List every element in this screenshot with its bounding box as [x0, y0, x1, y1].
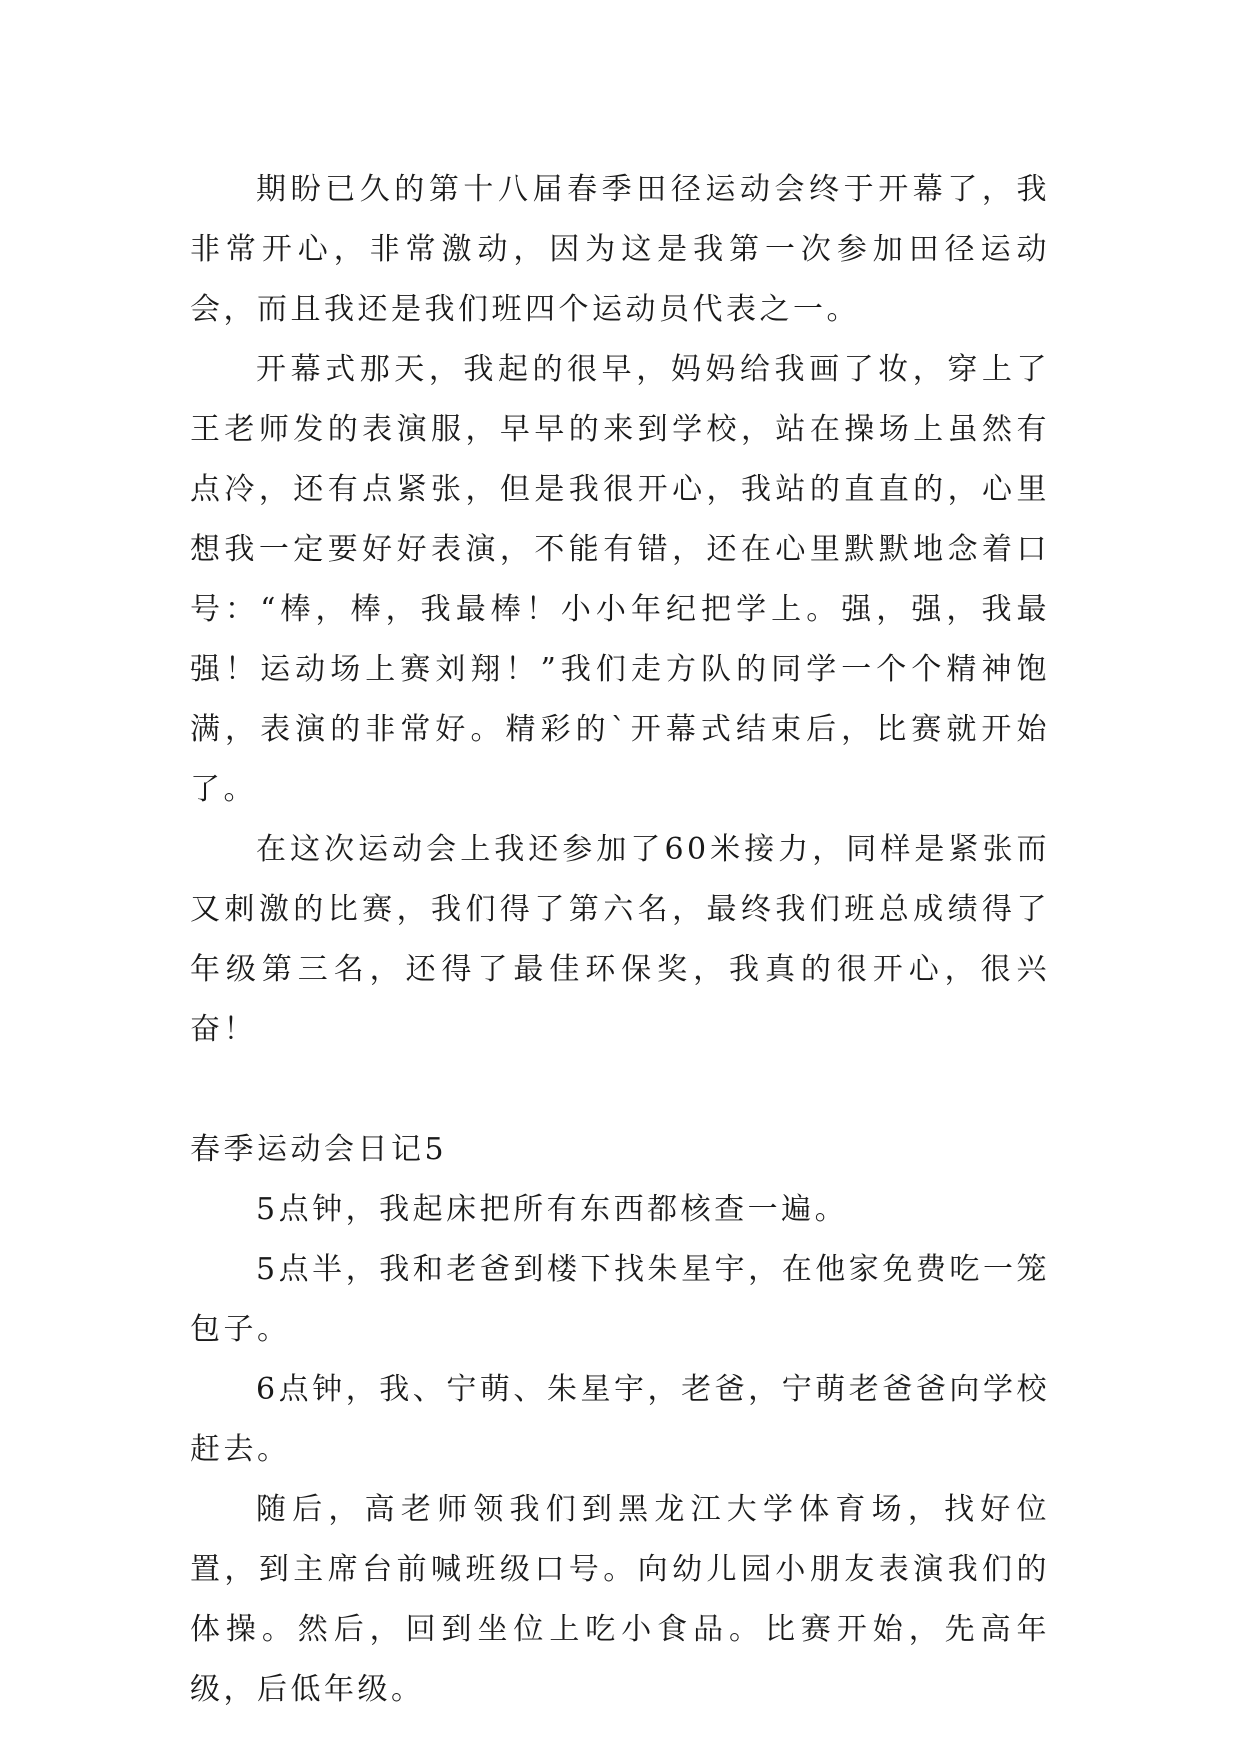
paragraph-stadium: 随后，高老师领我们到黑龙江大学体育场，找好位置，到主席台前喊班级口号。向幼儿园小朋友表演我们的体操。然后，回到坐位上吃小食品。比赛开始，先高年级，后低年级。	[190, 1492, 1050, 1707]
paragraph-ceremony: 开幕式那天，我起的很早，妈妈给我画了妆，穿上了王老师发的表演服，早早的来到学校，站在操场上虽然有点冷，还有点紧张，但是我很开心，我站的直直的，心里想我一定要好好表演，不能有错，还在心里默默地念着口号：“棒，棒，我最棒！小小年纪把学上。强，强，我最强！运动场上赛刘翔！”我们走方队的同学一个个精神饱满，表演的非常好。精彩的`开幕式结束后，比赛就开始了。	[190, 352, 1050, 807]
paragraph-six-oclock: 6点钟，我、宁萌、朱星宇，老爸，宁萌老爸爸向学校赶去。	[190, 1372, 1050, 1467]
paragraph-five-thirty: 5点半，我和老爸到楼下找朱星宇，在他家免费吃一笼包子。	[190, 1252, 1050, 1347]
paragraph-relay: 在这次运动会上我还参加了60米接力，同样是紧张而又刺激的比赛，我们得了第六名，最终我们班总成绩得了年级第三名，还得了最佳环保奖，我真的很开心，很兴奋！	[190, 832, 1050, 1047]
article-body	[190, 160, 1050, 1720]
paragraph-opening: 期盼已久的第十八届春季田径运动会终于开幕了，我非常开心，非常激动，因为这是我第一次参加田径运动会，而且我还是我们班四个运动员代表之一。	[190, 172, 1050, 327]
paragraph-five-oclock: 5点钟，我起床把所有东西都核查一遍。	[256, 1192, 849, 1227]
section-heading: 春季运动会日记5	[190, 1132, 448, 1167]
section-gap	[190, 1060, 1050, 1120]
